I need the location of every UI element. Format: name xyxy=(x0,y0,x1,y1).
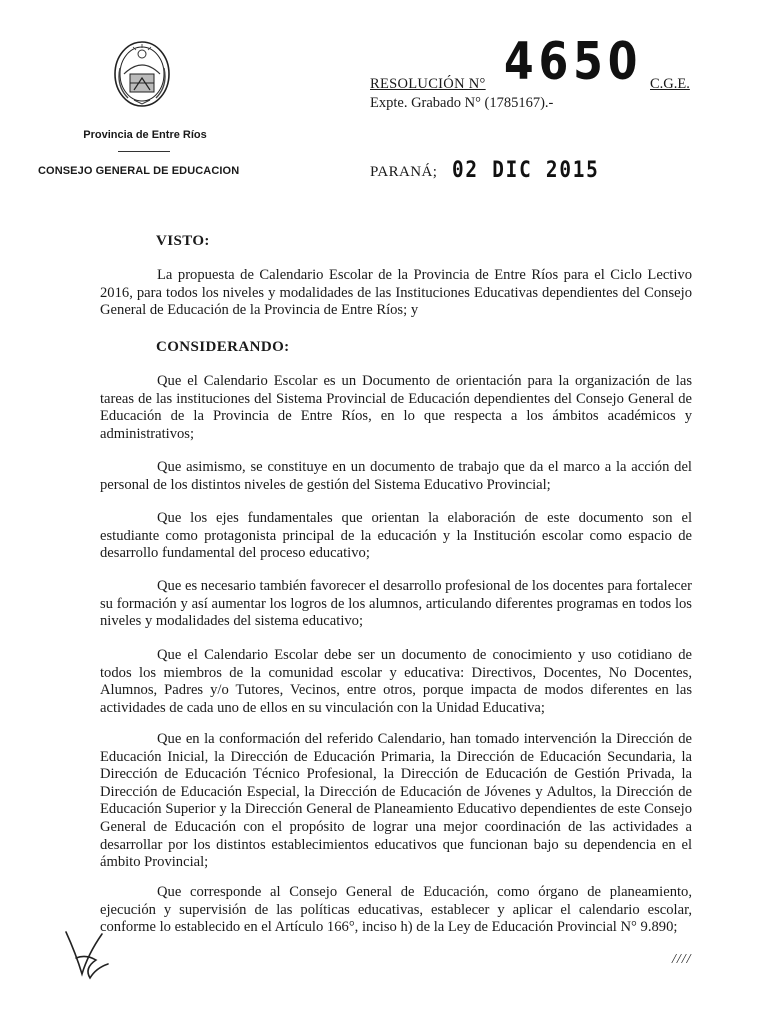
considerando-paragraph: Que corresponde al Consejo General de Educación, como órgano de planeamiento, ejecución y supervisión de las políticas educativas, establecer y aplicar el calendario escolar, conforme lo establecido en el Artículo 166°, inciso h) de la Ley de Educación Provincial N° 9.890; xyxy=(100,884,692,936)
handwritten-initial-mark xyxy=(62,924,114,982)
considerando-paragraph: Que en la conformación del referido Calendario, han tomado intervención la Dirección de Educación Inicial, la Dirección de Educación Primaria, la Dirección de Educación Secundaria, la Dirección de Educación Técnico Profesional, la Dirección de Educación de Gestión Privada, la Dirección de Educación Especial, la Dirección de Educación de Jóvenes y Adultos, la Dirección de Educación Superior y la Dirección General de Planeamiento Educativo dependientes de este Consejo General de Educación con el propósito de lograr una mejor coordinación de las actividades a desarrollar por los distintos establecimientos educativos que funcionan bajo su dependencia en el ámbito Provincial; xyxy=(100,731,692,871)
visto-heading: VISTO: xyxy=(156,233,210,249)
considerando-paragraph: Que los ejes fundamentales que orientan la elaboración de este documento son el estudiante como protagonista principal de la educación y la Institución escolar como espacio de desarrollo fundamental del proceso educativo; xyxy=(100,510,692,562)
continuation-mark: //// xyxy=(672,952,692,967)
province-name: Provincia de Entre Ríos xyxy=(83,129,207,141)
place-label: PARANÁ; xyxy=(370,164,438,180)
resolution-label: RESOLUCIÓN N° xyxy=(370,76,486,92)
expediente-number: Expte. Grabado N° (1785167).- xyxy=(370,95,554,111)
divider xyxy=(118,151,170,152)
visto-paragraph: La propuesta de Calendario Escolar de la Provincia de Entre Ríos para el Ciclo Lectivo 2016, para todos los niveles y modalidades de las Instituciones Educativas dependientes del Consejo General de Educación de la Provincia de Entre Ríos; y xyxy=(100,267,692,319)
resolution-label-line xyxy=(370,76,486,93)
considerando-paragraph: Que el Calendario Escolar es un Documento de orientación para la organización de las tareas de las instituciones del Sistema Provincial de Educación dependientes del Consejo General de Educación de la Provincia de Entre Ríos, en lo que respecta a los ámbitos académicos y administrativos; xyxy=(100,373,692,442)
date-stamp: 02 DIC 2015 xyxy=(452,158,600,183)
considerando-paragraph: Que el Calendario Escolar debe ser un documento de conocimiento y uso cotidiano de todos los miembros de la comunidad escolar y educativa: Directivos, Docentes, No Docentes, Alumnos, Padres y/o Tutores, Vecinos, entre otros, porque impacta de modos diferentes en las actividades de cada uno de ellos en su vinculación con la Unidad Educativa; xyxy=(100,647,692,716)
considerando-paragraph: Que asimismo, se constituye en un documento de trabajo que da el marco a la acción del personal de los distintos niveles de gestión del Sistema Educativo Provincial; xyxy=(100,459,692,493)
council-name: CONSEJO GENERAL DE EDUCACION xyxy=(38,165,240,177)
resolution-suffix: C.G.E. xyxy=(650,76,690,92)
resolution-number-stamp: 4650 xyxy=(504,32,643,92)
considerando-paragraph: Que es necesario también favorecer el desarrollo profesional de los docentes para fortalecer su formación y así aumentar los logros de los alumnos, articulando diferentes programas en todos los niveles y modalidades del sistema educativo; xyxy=(100,578,692,630)
provincial-seal-icon xyxy=(112,38,172,110)
considerando-heading: CONSIDERANDO: xyxy=(156,339,290,355)
